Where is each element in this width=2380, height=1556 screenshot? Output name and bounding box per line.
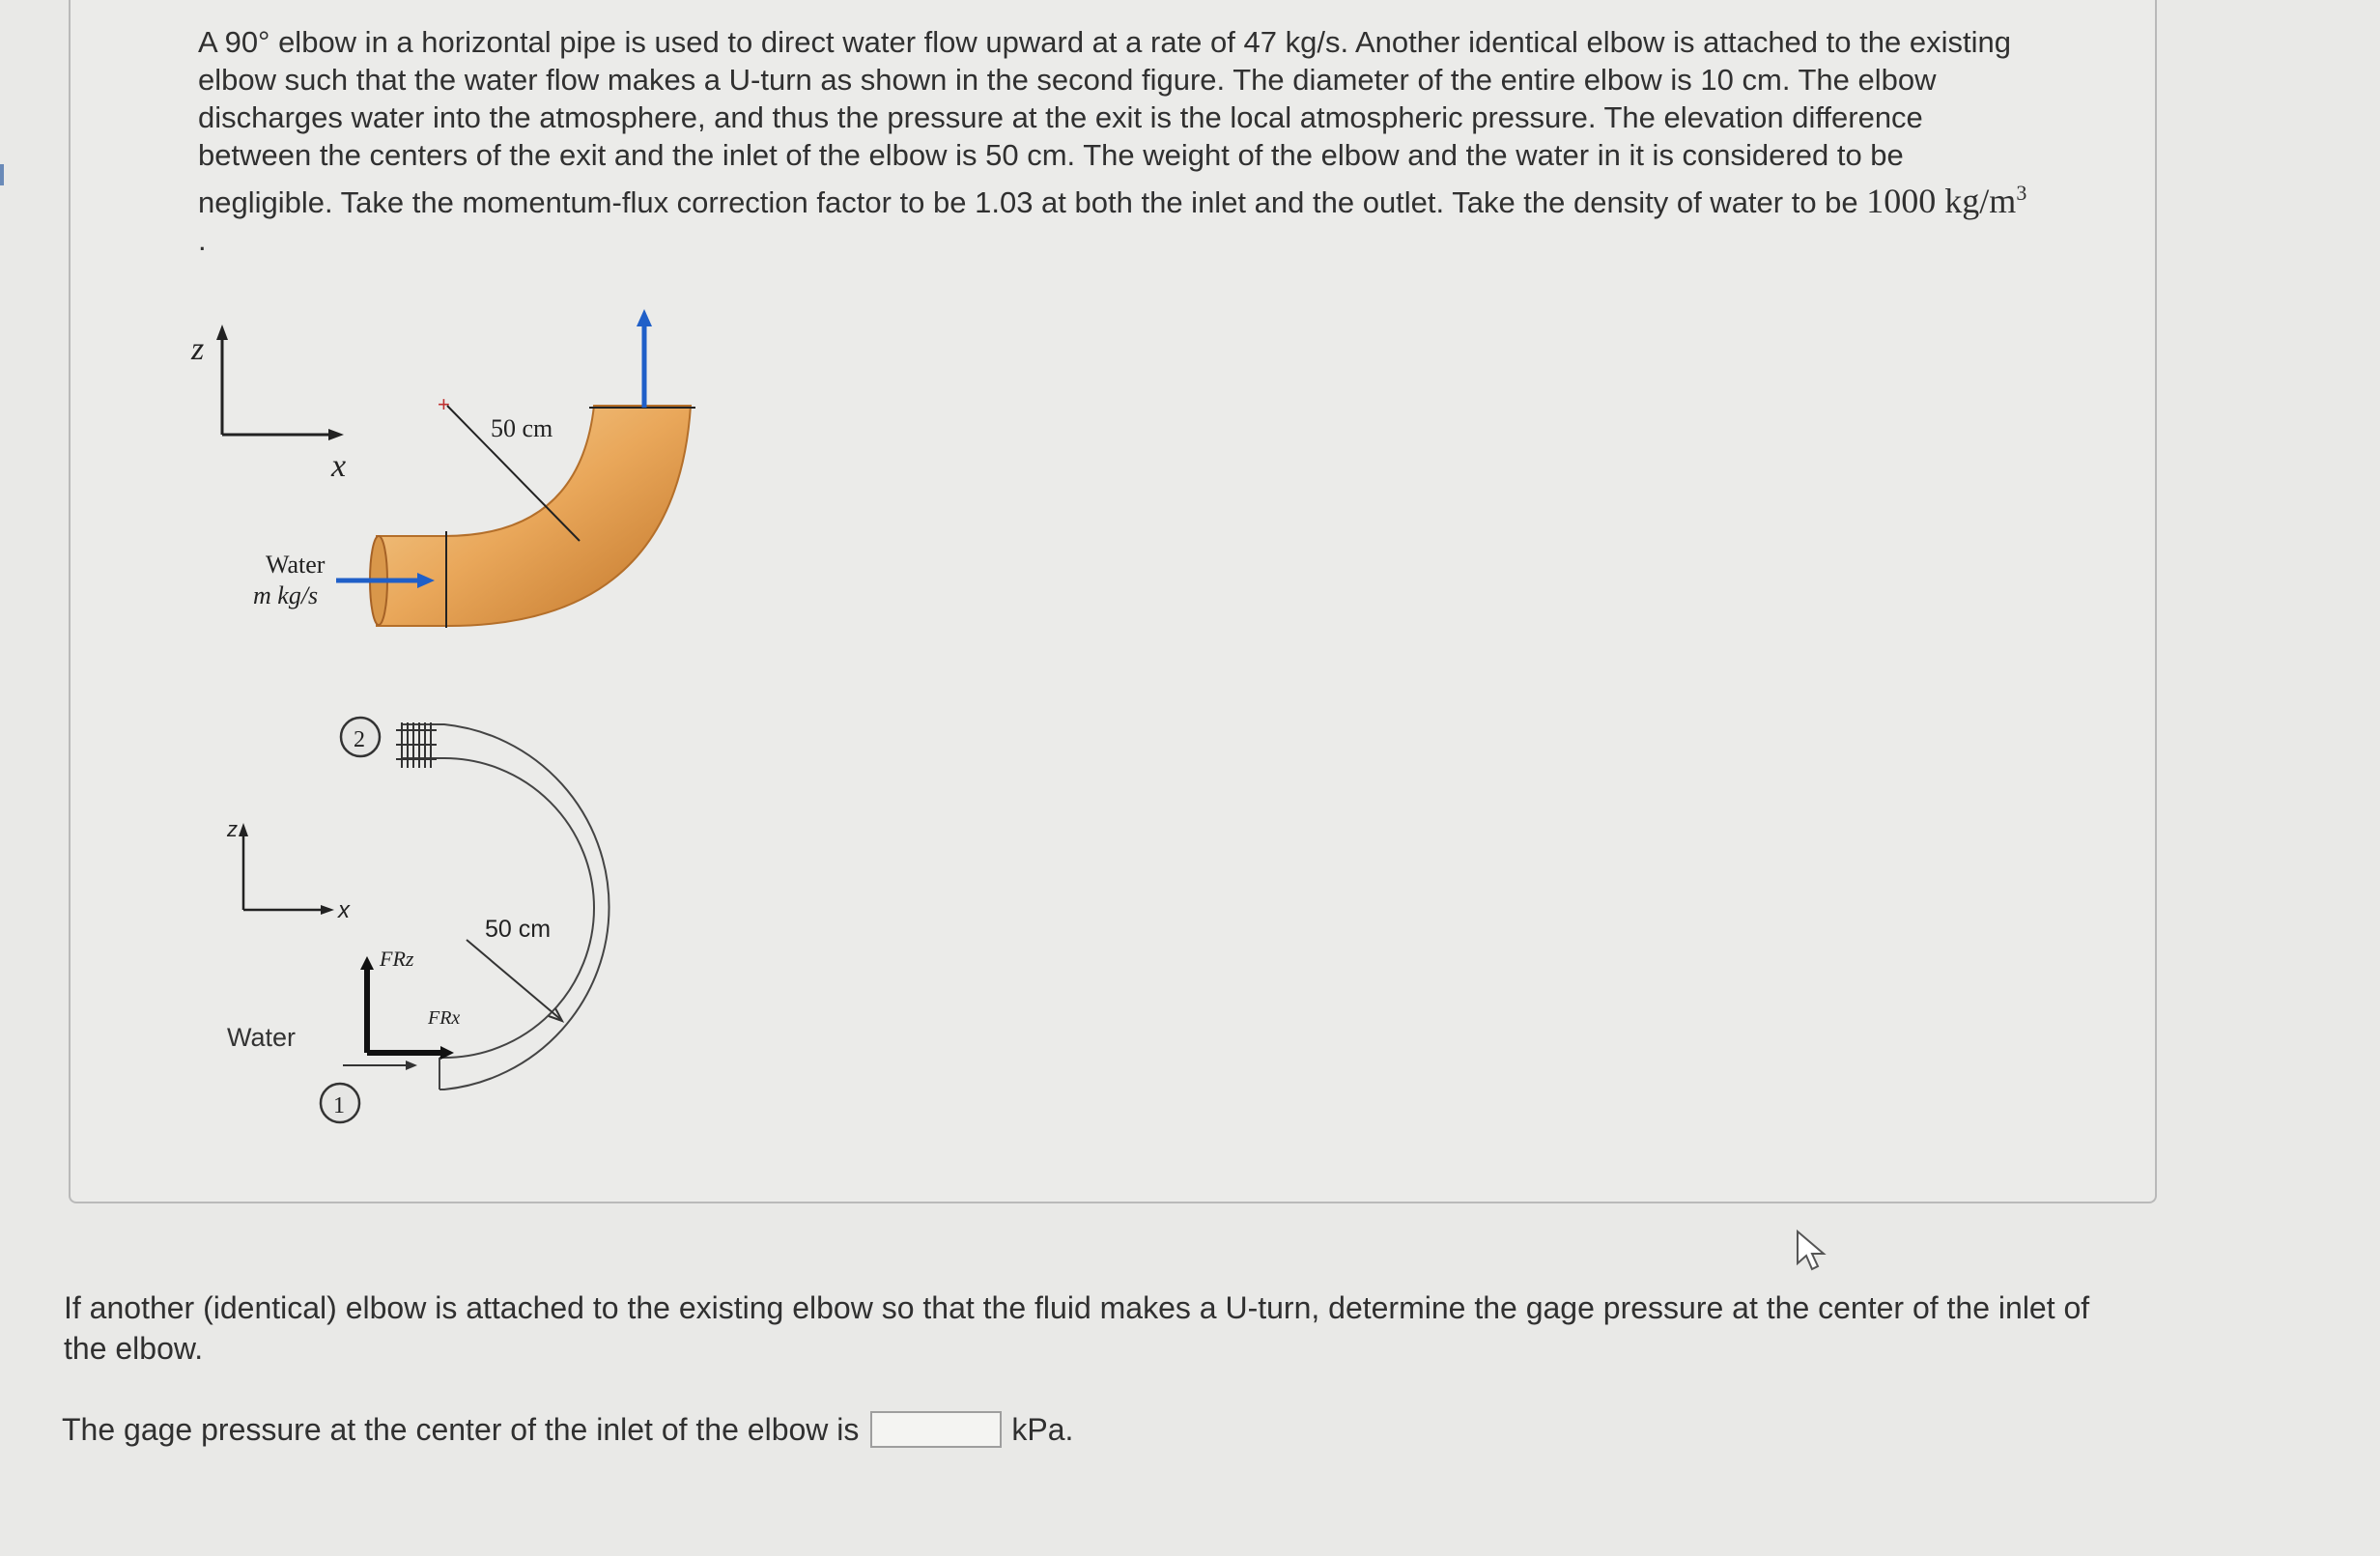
fig2-force-x: FRx [428, 1007, 461, 1029]
fig1-axes [190, 325, 346, 484]
fig1-flow-label: m kg/s [253, 581, 319, 609]
problem-text: A 90° elbow in a horizontal pipe is used to direct water flow upward at a rate of 47 kg/s. Another identical elbow is attached to the existing elbow such that the water flow makes a U-turn as shown in the second figure. The diameter of the entire elbow is 10 cm. The elbow discharges water into the atmosphere, and thus the pressure at the exit is the local atmospheric pressure. The elevation difference between the centers of the exit and the inlet of the elbow is 50 cm. The weight of the elbow and the water in it is considered to be negligible. Take the momentum-flux correction factor to be 1.03 at both the inlet and the outlet. Take the density of water to be [198, 25, 2011, 219]
fig2-axes [226, 817, 351, 923]
answer-row [62, 1410, 1073, 1449]
answer-prefix: The gage pressure at the center of the inlet of the elbow is [62, 1412, 860, 1447]
left-edge-marker [0, 164, 4, 185]
gage-pressure-input[interactable] [870, 1411, 1002, 1448]
elbow-figures [174, 299, 753, 1169]
fig2-water-label: Water [227, 1023, 297, 1052]
question-text: If another (identical) elbow is attached to the existing elbow so that the fluid makes a U-turn, determine the gage pressure at the center of the inlet of the elbow. [64, 1290, 2090, 1366]
fig1-elbow [253, 309, 695, 628]
svg-text:+: + [438, 392, 450, 416]
fig2-station-2: 2 [354, 727, 365, 752]
fig1-water-label: Water [266, 551, 326, 579]
mouse-pointer-icon [1795, 1229, 1833, 1273]
fig1-dimension: 50 cm [491, 414, 553, 442]
fig2-station-1: 1 [333, 1093, 345, 1118]
answer-unit: kPa. [1011, 1412, 1074, 1447]
problem-end: . [198, 223, 207, 257]
fig1-x-label: x [331, 448, 347, 484]
fig1-z-label: z [191, 331, 205, 367]
fig2-u-elbow [227, 718, 609, 1122]
fig2-force-z: FRz [380, 947, 414, 971]
problem-statement [198, 23, 2033, 259]
fig2-dimension: 50 cm [485, 916, 552, 943]
density-value: 1000 $kg/m^3$ [1866, 181, 2027, 220]
fig2-x-label: x [338, 897, 350, 923]
fig2-z-label: z [227, 817, 238, 841]
